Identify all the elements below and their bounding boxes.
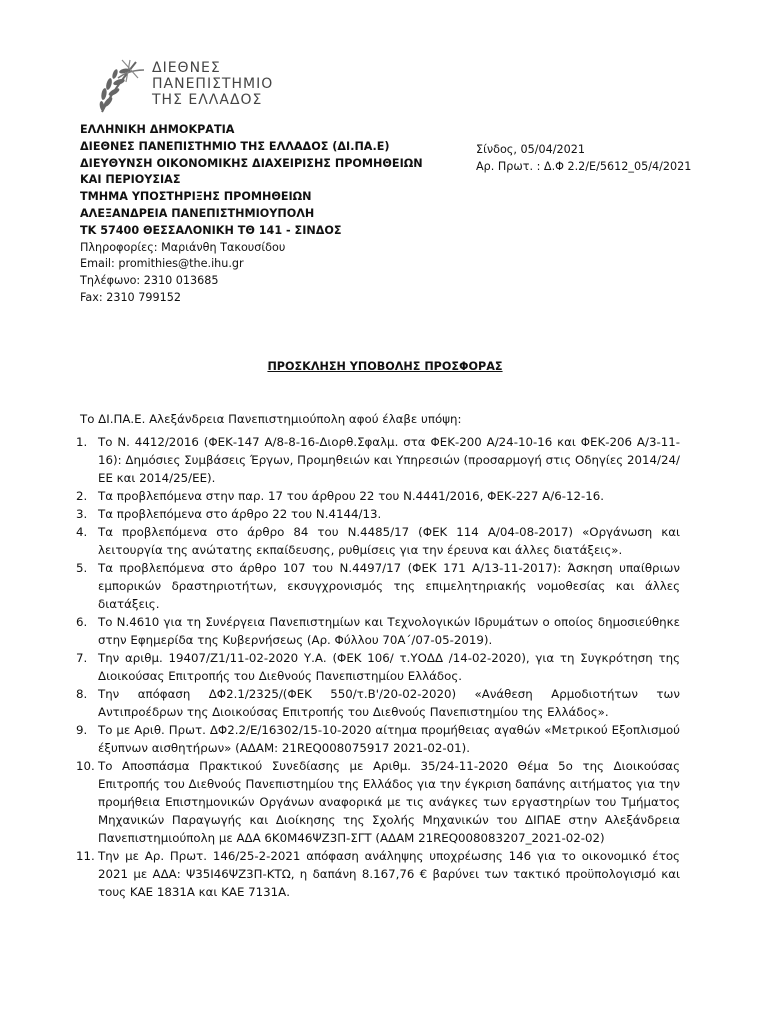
list-item (76, 685, 680, 721)
item-number: 5. (76, 561, 88, 575)
list-item (76, 649, 680, 685)
item-text: Το Ν.4610 για τη Συνέργεια Πανεπιστημίων και Τεχνολογικών Ιδρυμάτων ο οποίος δημοσιεύθηκε στην Εφημερίδα της Κυβερνήσεως (Αρ. Φύλλου 70Α΄/07-05-2019). (98, 615, 680, 647)
header-line: ΤΚ 57400 ΘΕΣΣΑΛΟΝΙΚΗ ΤΘ 141 - ΣΙΝΔΟΣ (80, 223, 342, 237)
place-date: Σίνδος, 05/04/2021 (476, 143, 585, 156)
list-item (76, 433, 680, 487)
logo-line-2: ΠΑΝΕΠΙΣΤΗΜΙΟ (152, 76, 274, 92)
header-line: ΔΙΕΥΘΥΝΣΗ ΟΙΚΟΝΟΜΙΚΗΣ ΔΙΑΧΕΙΡΙΣΗΣ ΠΡΟΜΗΘΕΙΩΝ (80, 156, 423, 170)
item-text: Τα προβλεπόμενα στην παρ. 17 του άρθρου 22 του Ν.4441/2016, ΦΕΚ-227 Α/6-12-16. (98, 489, 605, 503)
list-item (76, 487, 680, 505)
item-number: 7. (76, 651, 88, 665)
contact-email: Email: promithies@the.ihu.gr (80, 257, 244, 271)
item-number: 6. (76, 615, 88, 629)
list-item (76, 523, 680, 559)
item-number: 10. (76, 759, 95, 773)
header-line: ΚΑΙ ΠΕΡΙΟΥΣΙΑΣ (80, 173, 181, 187)
logo-line-1: ΔΙΕΘΝΕΣ (152, 60, 221, 76)
item-text: Το με Αριθ. Πρωτ. ΔΦ2.2/Ε/16302/15-10-2020 αίτημα προμήθειας αγαθών «Μετρικού Εξοπλισμού έξυπνων αισθητήρων» (ΑΔΑΜ: 21REQ008075917 2021-02-01). (98, 723, 680, 755)
header-line: ΔΙΕΘΝΕΣ ΠΑΝΕΠΙΣΤΗΜΙΟ ΤΗΣ ΕΛΛΑΔΟΣ (ΔΙ.ΠΑ.Ε) (80, 139, 390, 153)
item-text: Τα προβλεπόμενα στο άρθρο 22 του Ν.4144/13. (98, 507, 382, 521)
list-item (76, 847, 680, 901)
list-item (76, 559, 680, 613)
item-number: 3. (76, 507, 88, 521)
list-item (76, 721, 680, 757)
header-line: ΤΜΗΜΑ ΥΠΟΣΤΗΡΙΞΗΣ ΠΡΟΜΗΘΕΙΩΝ (80, 190, 312, 204)
contact-phone: Τηλέφωνο: 2310 013685 (80, 274, 219, 288)
contact-person: Πληροφορίες: Μαριάνθη Τακουσίδου (80, 240, 286, 254)
intro-paragraph: Το ΔΙ.ΠΑ.Ε. Αλεξάνδρεια Πανεπιστημιούπολη αφού έλαβε υπόψη: (80, 412, 462, 426)
item-number: 8. (76, 687, 88, 701)
logo-wordmark (152, 60, 273, 108)
item-text: Τα προβλεπόμενα στο άρθρο 84 του Ν.4485/17 (ΦΕΚ 114 Α/04-08-2017) «Οργάνωση και λειτουργία της ανώτατης εκπαίδευσης, ρυθμίσεις για την έρευνα και άλλες διατάξεις». (98, 525, 680, 557)
item-text: Το Αποσπάσμα Πρακτικού Συνεδίασης με Αριθμ. 35/24-11-2020 Θέμα 5ο της Διοικούσας Επιτροπής του Διεθνούς Πανεπιστημίου της Ελλάδος για την έγκριση δαπάνης αιτήματος για την προμήθεια Επιστημονικών Οργάνων αναφορικά με τις ανάγκες των εργαστηρίων του Τμήματος Μηχανικών Παραγωγής και Διοίκησης της Σχολής Μηχανικών του ΔΙΠΑΕ στην Αλεξάνδρεια Πανεπιστημιούπολη με ΑΔΑ 6Κ0Μ46ΨΖ3Π-ΣΓΤ (ΑΔΑΜ 21REQ008083207_2021-02-02) (98, 759, 680, 845)
item-text: Την απόφαση ΔΦ2.1/2325/(ΦΕΚ 550/τ.Β'/20-02-2020) «Ανάθεση Αρμοδιοτήτων των Αντιπροέδρων της Διοικούσας Επιτροπής του Διεθνούς Πανεπιστημίου της Ελλάδος». (98, 687, 680, 719)
item-number: 4. (76, 525, 88, 539)
date-block (476, 142, 691, 176)
item-number: 2. (76, 489, 88, 503)
logo-line-3: ΤΗΣ ΕΛΛΑΔΟΣ (152, 92, 263, 108)
header-line: ΕΛΛΗΝΙΚΗ ΔΗΜΟΚΡΑΤΙΑ (80, 123, 235, 136)
item-number: 9. (76, 723, 88, 737)
item-text: Την αριθμ. 19407/Ζ1/11-02-2020 Υ.Α. (ΦΕΚ 106/ τ.ΥΟΔΔ /14-02-2020), για τη Συγκρότηση της Διοικούσας Επιτροπής του Διεθνούς Πανεπιστημίου Ελλάδος. (98, 651, 680, 683)
item-text: Το Ν. 4412/2016 (ΦΕΚ-147 Α/8-8-16-Διορθ.Σφαλμ. στα ΦΕΚ-200 Α/24-10-16 και ΦΕΚ-206 Α/3-11-16): Δημόσιες Συμβάσεις Έργων, Προμηθειών και Υπηρεσιών (προσαρμογή στις Οδηγίες 2014/24/ΕΕ και 2014/25/ΕΕ). (98, 435, 680, 485)
document-title-text: ΠΡΟΣΚΛΗΣΗ ΥΠΟΒΟΛΗΣ ΠΡΟΣΦΟΡΑΣ (267, 360, 503, 373)
protocol-number: Αρ. Πρωτ. : Δ.Φ 2.2/Ε/5612_05/4/2021 (476, 159, 692, 173)
item-text: Τα προβλεπόμενα στο άρθρο 107 του Ν.4497/17 (ΦΕΚ 171 Α/13-11-2017): Άσκηση υπαίθριων εμπορικών δραστηριοτήτων, εκσυγχρονισμός της επιμελητηριακής νομοθεσίας και άλλες διατάξεις. (98, 561, 680, 611)
document-title (0, 360, 770, 373)
olive-branch-icon (96, 56, 148, 116)
item-number: 1. (76, 435, 88, 449)
list-item (76, 505, 680, 523)
list-item (76, 757, 680, 847)
university-logo (96, 56, 306, 116)
list-item (76, 613, 680, 649)
item-text: Την με Αρ. Πρωτ. 146/25-2-2021 απόφαση ανάληψης υποχρέωσης 146 για το οικονομικό έτος 2021 με ΑΔΑ: Ψ35Ι46ΨΖ3Π-ΚΤΩ, η δαπάνη 8.167,76 € βαρύνει των τακτικό προϋπολογισμό και τους ΚΑΕ 1831Α και ΚΑΕ 7131Α. (98, 849, 680, 899)
considerations-list (76, 433, 680, 901)
item-number: 11. (76, 849, 95, 863)
contact-fax: Fax: 2310 799152 (80, 290, 181, 304)
header-line: ΑΛΕΞΑΝΔΡΕΙΑ ΠΑΝΕΠΙΣΤΗΜΙΟΥΠΟΛΗ (80, 206, 315, 220)
sender-header (80, 122, 480, 307)
